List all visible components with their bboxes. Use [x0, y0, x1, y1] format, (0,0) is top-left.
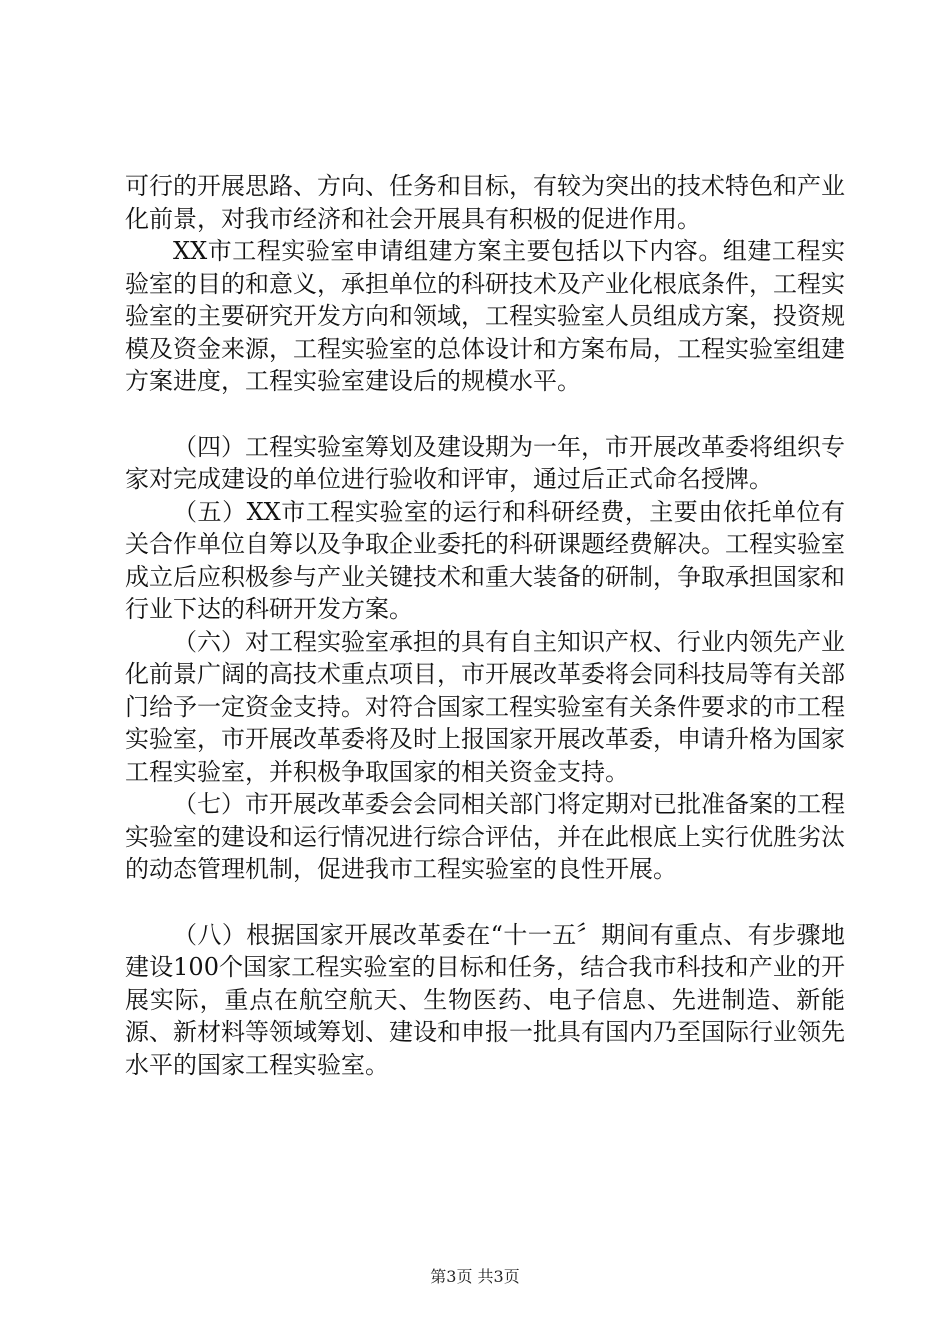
paragraph-item-7: （七）市开展改革委会会同相关部门将定期对已批准备案的工程实验室的建设和运行情况进行综合评估，并在此根底上实行优胜劣汰的动态管理机制，促进我市工程实验室的良性开展。 — [125, 790, 845, 883]
paragraph-spacer — [125, 398, 845, 431]
paragraph-item-4: （四）工程实验室筹划及建设期为一年，市开展改革委将组织专家对完成建设的单位进行验收和评审，通过后正式命名授牌。 — [125, 432, 845, 493]
page-number-footer: 第3页 共3页 — [430, 1267, 520, 1286]
paragraph-spacer — [125, 886, 845, 919]
paragraph-item-5: （五）XX市工程实验室的运行和科研经费，主要由依托单位有关合作单位自筹以及争取企业委托的科研课题经费解决。工程实验室成立后应积极参与产业关键技术和重大装备的研制，争取承担国家和行业下达的科研开发方案。 — [125, 497, 845, 623]
paragraph-item-8: （八）根据国家开展改革委在“十一五〞期间有重点、有步骤地建设100个国家工程实验室的目标和任务，结合我市科技和产业的开展实际，重点在航空航天、生物医药、电子信息、先进制造、新能源、新材料等领域筹划、建设和申报一批具有国内乃至国际行业领先水平的国家工程实验室。 — [125, 920, 845, 1079]
paragraph-application-content: XX市工程实验室申请组建方案主要包括以下内容。组建工程实验室的目的和意义，承担单位的科研技术及产业化根底条件，工程实验室的主要研究开发方向和领域，工程实验室人员组成方案，投资规模及资金来源，工程实验室的总体设计和方案布局，工程实验室组建方案进度，工程实验室建设后的规模水平。 — [125, 237, 845, 395]
paragraph-item-6: （六）对工程实验室承担的具有自主知识产权、行业内领先产业化前景广阔的高技术重点项目，市开展改革委将会同科技局等有关部门给予一定资金支持。对符合国家工程实验室有关条件要求的市工程实验室，市开展改革委将及时上报国家开展改革委，申请升格为国家工程实验室，并积极争取国家的相关资金支持。 — [125, 627, 845, 786]
paragraph-continuation: 可行的开展思路、方向、任务和目标，有较为突出的技术特色和产业化前景，对我市经济和社会开展具有积极的促进作用。 — [125, 172, 845, 233]
document-body — [125, 170, 845, 1081]
